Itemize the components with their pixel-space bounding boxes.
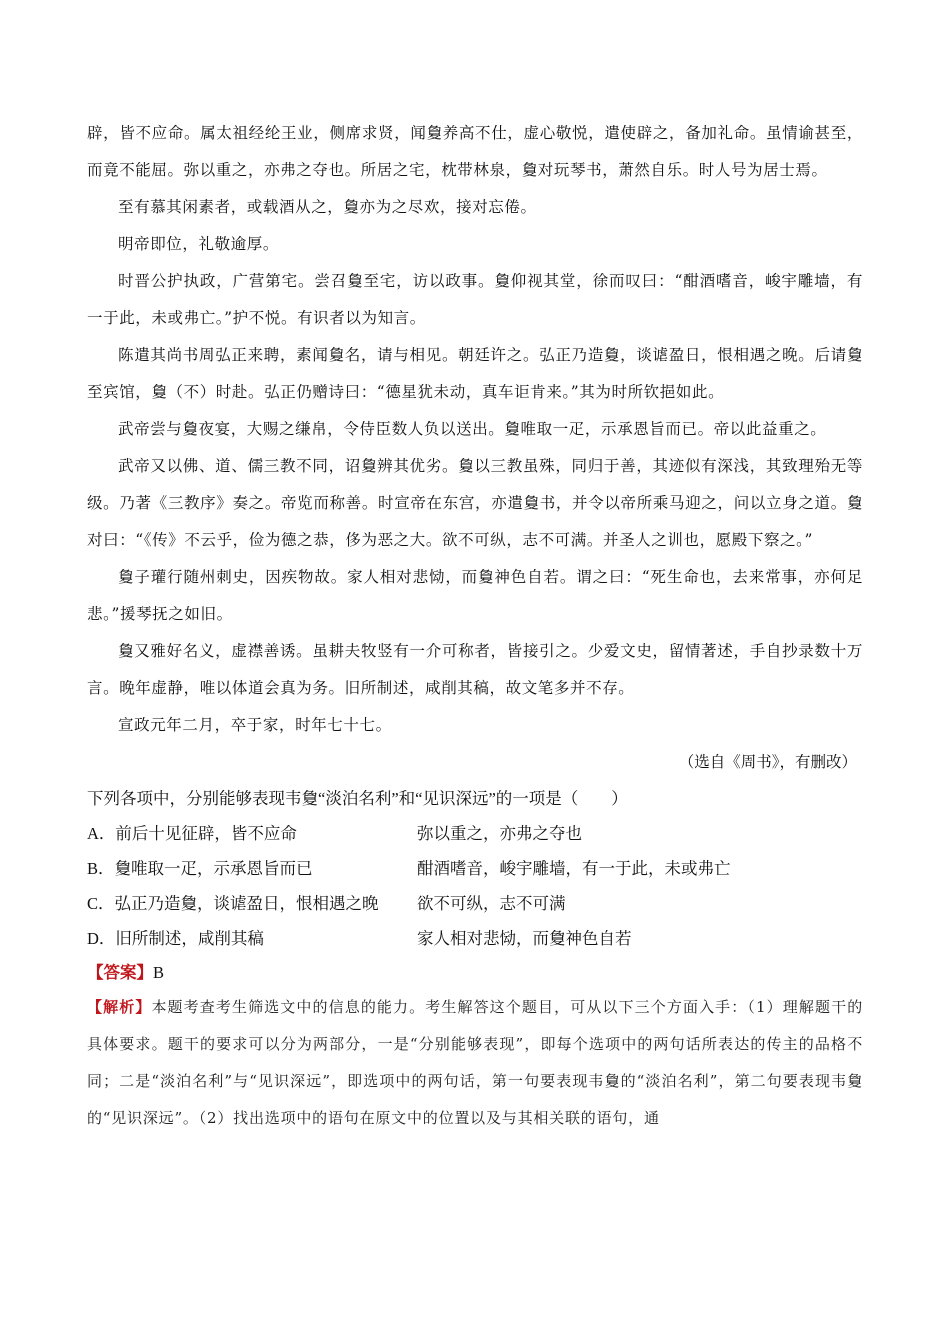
answer-tag: 【答案】 (87, 963, 153, 982)
question-stem: 下列各项中，分别能够表现韦敻“淡泊名利”和“见识深远”的一项是（ ） (87, 789, 628, 808)
passage-paragraph-5: 陈遣其尚书周弘正来聘，素闻敻名，请与相见。朝廷许之。弘正乃造敻，谈谑盈日，恨相遇之晚。后请敻至宾馆，敻（不）时赴。弘正仍赠诗曰：“德星犹未动，真车讵肯来。”其为时所钦挹如此。 (87, 346, 863, 401)
option-a-second: 弥以重之，亦弗之夺也 (417, 824, 582, 843)
option-c-first: C．弘正乃造敻，谈谑盈日，恨相遇之晚 (87, 894, 379, 913)
passage-paragraph-7: 武帝又以佛、道、儒三教不同，诏敻辨其优劣。敻以三教虽殊，同归于善，其迹似有深浅，其致理殆无等级。乃著《三教序》奏之。帝览而称善。时宣帝在东宫，亦遣敻书，并令以帝所乘马迎之，问以立身之道。敻对曰：“《传》不云乎，俭为德之恭，侈为恶之大。欲不可纵，志不可满。并圣人之训也，愿殿下察之。” (87, 457, 863, 549)
answer-value: B (153, 963, 165, 982)
option-b-second: 酣酒嗜音，峻宇雕墙，有一于此，未或弗亡 (417, 859, 731, 878)
option-b-first: B．敻唯取一疋，示承恩旨而已 (87, 859, 313, 878)
passage-paragraph-10: 宣政元年二月，卒于家，时年七十七。 (118, 716, 392, 734)
analysis-text: 本题考查考生筛选文中的信息的能力。考生解答这个题目，可从以下三个方面入手：（1）理解题干的具体要求。题干的要求可以分为两部分，一是“分别能够表现”，即每个选项中的两句话所表达的传主的品格不同；二是“淡泊名利”与“见识深远”，即选项中的两句话，第一句要表现韦敻的“淡泊名利”，第二句要表现韦敻的“见识深远”。（2）找出选项中的语句在原文中的位置以及与其相关联的语句，通 (87, 998, 863, 1127)
option-d (87, 921, 863, 956)
passage-paragraph-3: 明帝即位，礼敬逾厚。 (118, 235, 280, 253)
passage-paragraph-1: 辟，皆不应命。属太祖经纶王业，侧席求贤，闻敻养高不仕，虚心敬悦，遣使辟之，备加礼命。虽情谕甚至，而竟不能屈。弥以重之，亦弗之夺也。所居之宅，枕带林泉，敻对玩琴书，萧然自乐。时人号为居士焉。 (87, 124, 863, 179)
option-a (87, 816, 863, 851)
option-c (87, 886, 863, 921)
passage-source: （选自《周书》，有删改） (678, 753, 857, 771)
passage-paragraph-4: 时晋公护执政，广营第宅。尝召敻至宅，访以政事。敻仰视其堂，徐而叹曰：“酣酒嗜音，峻宇雕墙，有一于此，未或弗亡。”护不悦。有识者以为知言。 (87, 272, 863, 327)
option-d-first: D．旧所制述，咸削其稿 (87, 929, 264, 948)
analysis-paragraph (87, 989, 863, 1137)
passage-paragraph-6: 武帝尝与敻夜宴，大赐之缣帛，令侍臣数人负以送出。敻唯取一疋，示承恩旨而已。帝以此益重之。 (118, 420, 827, 438)
passage-paragraph-8: 敻子瓘行随州刺史，因疾物故。家人相对悲恸，而敻神色自若。谓之曰：“死生命也，去来常事，亦何足悲。”援琴抚之如旧。 (87, 568, 863, 623)
option-c-second: 欲不可纵，志不可满 (417, 894, 566, 913)
option-b (87, 851, 863, 886)
passage-paragraph-2: 至有慕其闲素者，或载酒从之，敻亦为之尽欢，接对忘倦。 (118, 198, 537, 216)
analysis-tag: 【解析】 (87, 998, 152, 1016)
answer-line (87, 956, 863, 989)
option-d-second: 家人相对悲恸，而敻神色自若 (417, 929, 632, 948)
option-a-first: A．前后十见征辟，皆不应命 (87, 824, 297, 843)
passage-paragraph-9: 敻又雅好名义，虚襟善诱。虽耕夫牧竖有一介可称者，皆接引之。少爱文史，留情著述，手自抄录数十万言。晚年虚静，唯以体道会真为务。旧所制述，咸削其稿，故文笔多并不存。 (87, 642, 863, 697)
passage (87, 115, 863, 1137)
